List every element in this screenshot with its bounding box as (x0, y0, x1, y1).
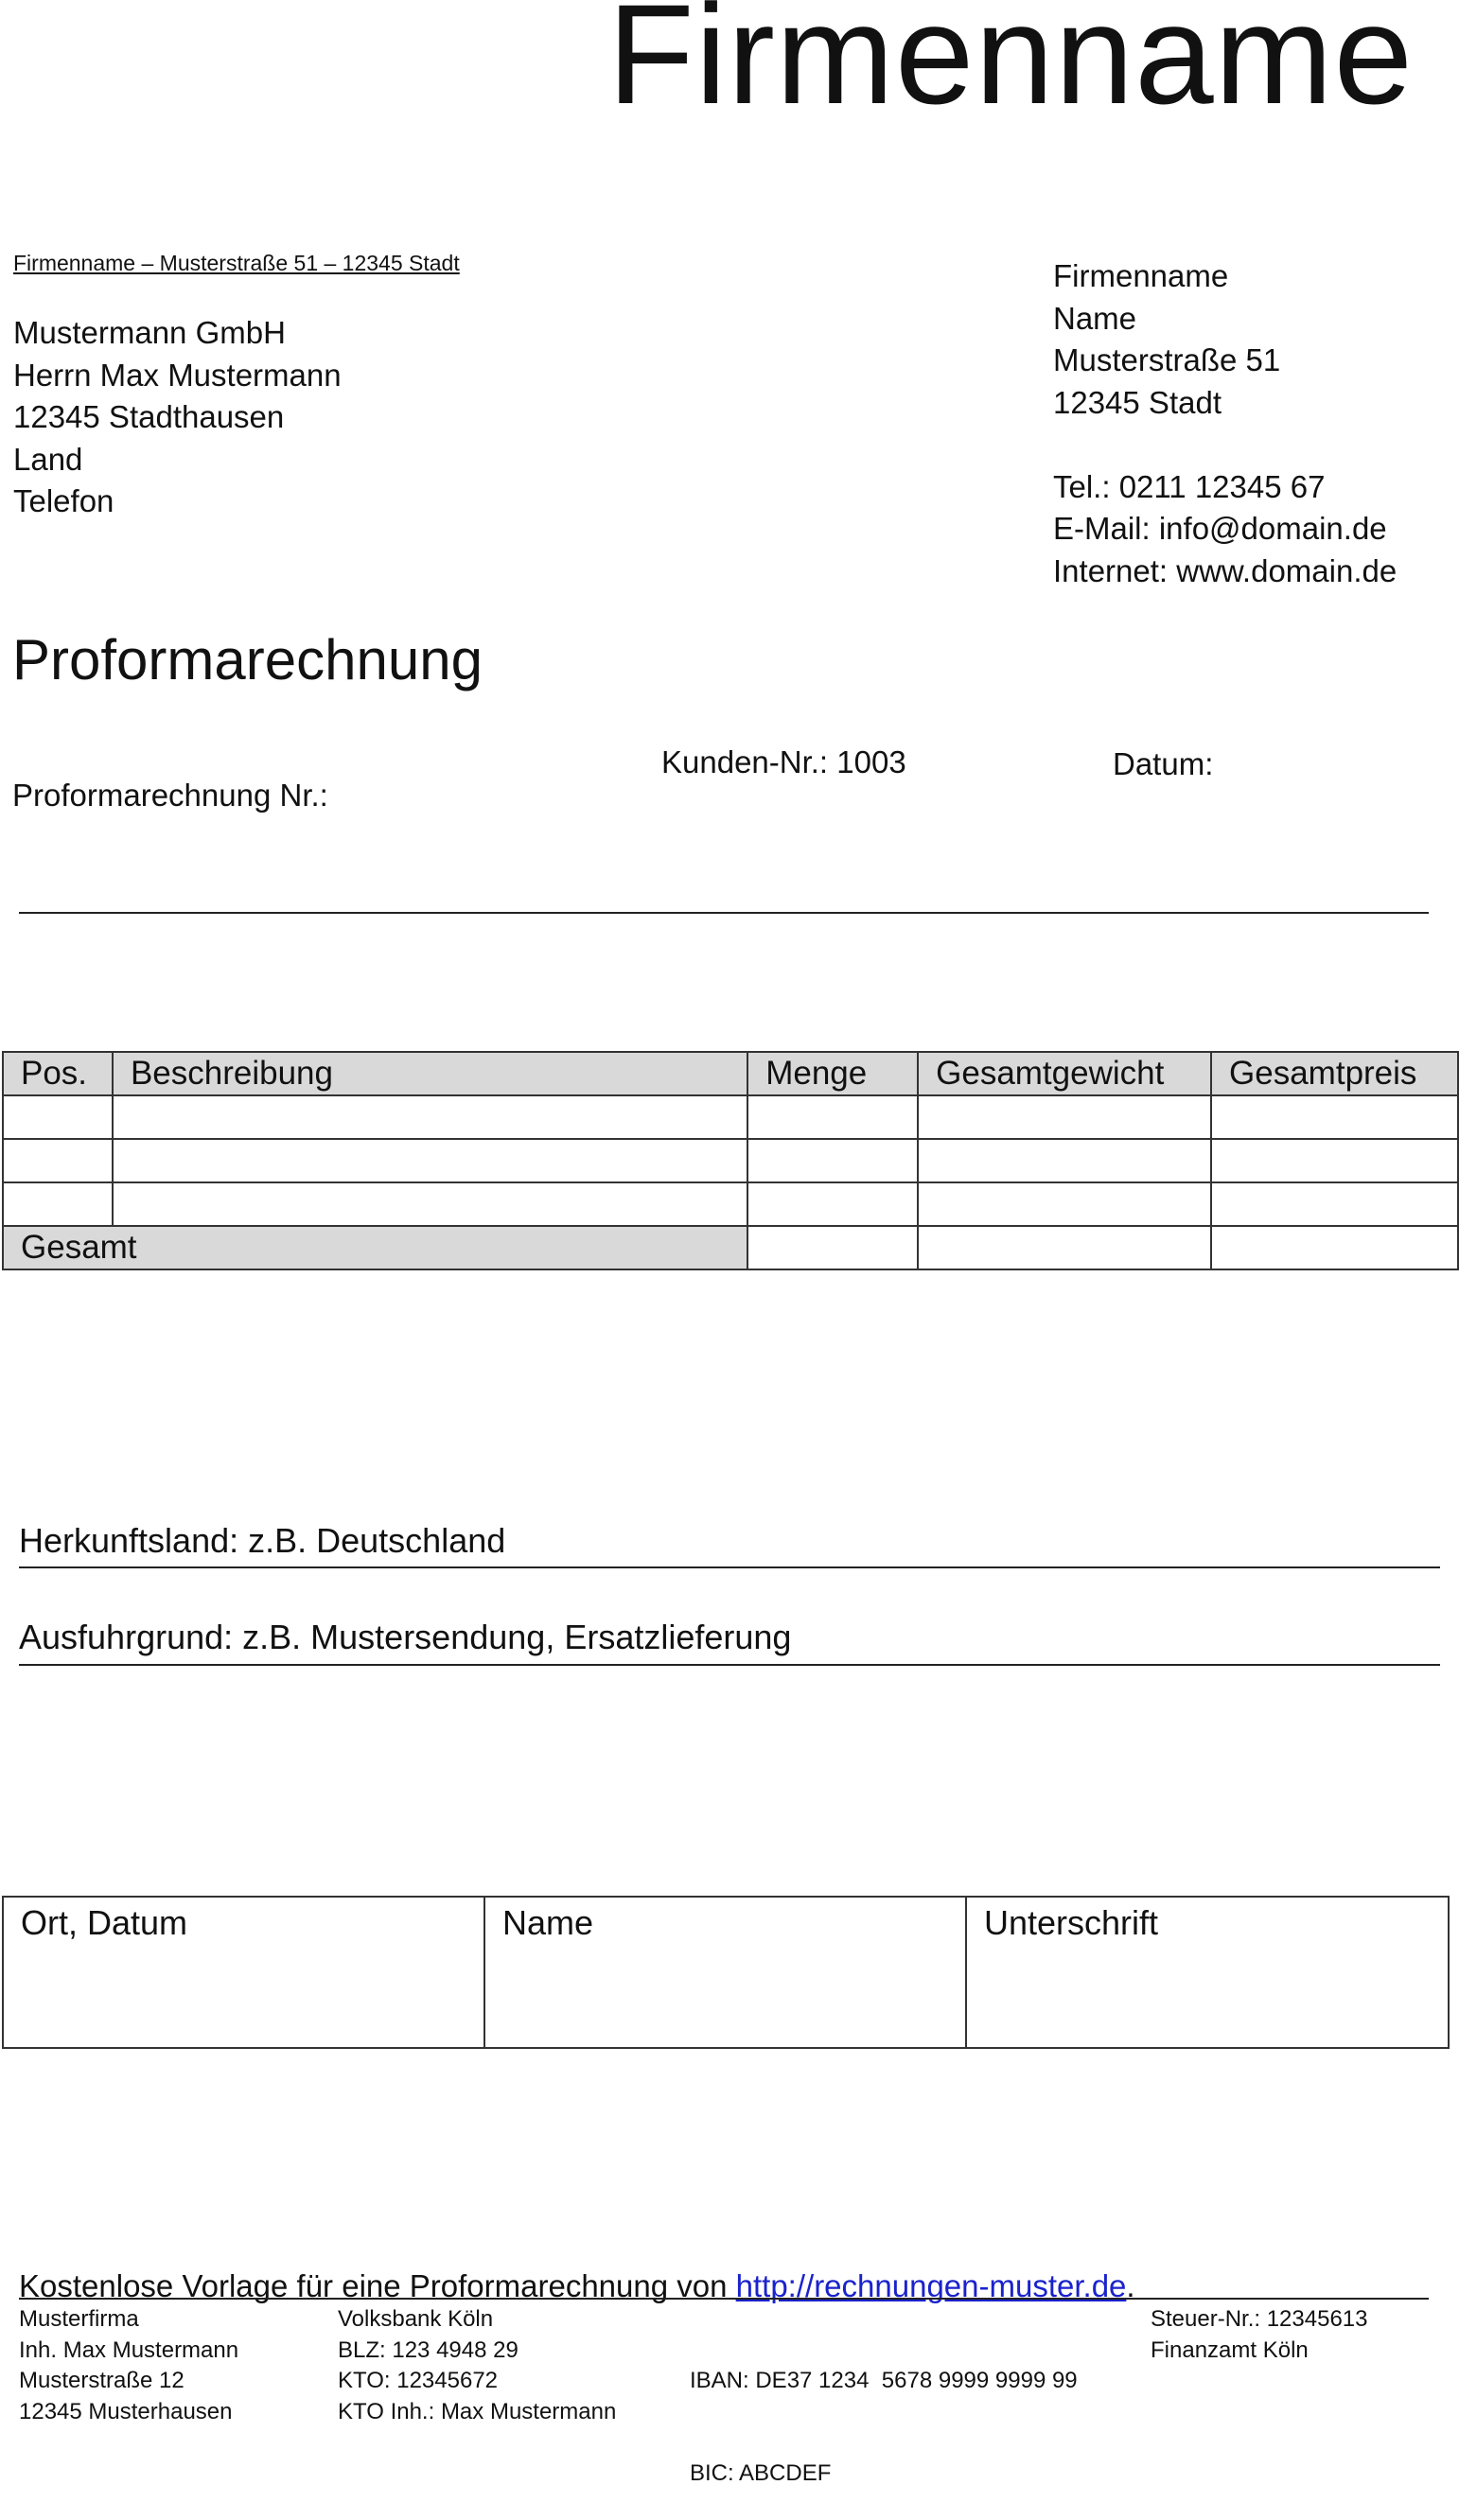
sender-line: 12345 Stadt (1053, 384, 1222, 420)
sender-phone: Tel.: 0211 12345 67 (1053, 468, 1326, 504)
sender-block (1053, 255, 1397, 592)
header-pos: Pos. (3, 1052, 113, 1095)
origin-country: Herkunftsland: z.B. Deutschland (19, 1521, 506, 1560)
table-cell[interactable] (747, 1182, 918, 1226)
name-field[interactable]: Name (484, 1897, 966, 2048)
footer-bank (338, 2304, 616, 2427)
signature-table (2, 1896, 1450, 2049)
recipient-line: Mustermann GmbH (13, 315, 286, 350)
table-cell[interactable] (3, 1139, 113, 1182)
total-price-cell[interactable] (1211, 1226, 1458, 1269)
footer-link[interactable]: http://rechnungen-muster.de (735, 2268, 1127, 2303)
table-cell[interactable] (1211, 1139, 1458, 1182)
table-cell[interactable] (747, 1095, 918, 1139)
header-quantity: Menge (747, 1052, 918, 1095)
table-cell[interactable] (113, 1182, 747, 1226)
table-cell[interactable] (918, 1139, 1211, 1182)
table-cell[interactable] (113, 1139, 747, 1182)
export-reason-line (19, 1664, 1440, 1666)
footer-bank-line: Volksbank Köln (338, 2306, 494, 2332)
origin-country-line (19, 1566, 1440, 1568)
footer-company-line: 12345 Musterhausen (19, 2398, 233, 2424)
footer-divider (19, 2298, 1429, 2300)
sender-spacer (1053, 424, 1397, 466)
footer-company-line: Musterfirma (19, 2306, 139, 2332)
table-row (3, 1139, 1458, 1182)
header-total-price: Gesamtpreis (1211, 1052, 1458, 1095)
footer-note-end: . (1126, 2268, 1135, 2303)
table-cell[interactable] (918, 1182, 1211, 1226)
table-cell[interactable] (3, 1095, 113, 1139)
header-total-weight: Gesamtgewicht (918, 1052, 1211, 1095)
return-address-line: Firmenname – Musterstraße 51 – 12345 Stadt (13, 251, 460, 275)
company-title: Firmenname (607, 0, 1414, 133)
sender-line: Firmenname (1053, 258, 1229, 293)
footer-tax-line: Steuer-Nr.: 12345613 (1151, 2306, 1368, 2332)
footer-tax (1151, 2304, 1368, 2366)
total-row (3, 1226, 1458, 1269)
table-cell[interactable] (1211, 1182, 1458, 1226)
footer-company (19, 2304, 238, 2427)
table-cell[interactable] (1211, 1095, 1458, 1139)
signature-row (3, 1897, 1449, 2048)
recipient-line: Telefon (13, 483, 114, 518)
sender-line: Musterstraße 51 (1053, 342, 1281, 377)
place-date-field[interactable]: Ort, Datum (3, 1897, 484, 2048)
total-label: Gesamt (3, 1226, 747, 1269)
header-description: Beschreibung (113, 1052, 747, 1095)
sender-email: E-Mail: info@domain.de (1053, 511, 1387, 546)
footer-bank-line: BLZ: 123 4948 29 (338, 2336, 519, 2363)
footer-bank-line: KTO Inh.: Max Mustermann (338, 2398, 617, 2424)
table-cell[interactable] (918, 1095, 1211, 1139)
footer-company-line: Musterstraße 12 (19, 2368, 185, 2393)
sender-website: Internet: www.domain.de (1053, 552, 1397, 588)
footer-bank-line: KTO: 12345672 (338, 2368, 499, 2393)
header-divider (19, 912, 1429, 914)
customer-number: Kunden-Nr.: 1003 (661, 744, 906, 779)
date-label: Datum: (1113, 746, 1214, 781)
footer-bic-line: BIC: ABCDEF (690, 2459, 832, 2486)
items-table (2, 1051, 1459, 1270)
table-cell[interactable] (747, 1139, 918, 1182)
table-cell[interactable] (113, 1095, 747, 1139)
sender-line: Name (1053, 300, 1137, 336)
recipient-line: Herrn Max Mustermann (13, 357, 342, 393)
total-weight-cell[interactable] (918, 1226, 1211, 1269)
footer-tax-line: Finanzamt Köln (1151, 2336, 1309, 2363)
recipient-address (13, 312, 342, 523)
total-quantity-cell[interactable] (747, 1226, 918, 1269)
table-row (3, 1182, 1458, 1226)
table-row (3, 1095, 1458, 1139)
invoice-number-label: Proformarechnung Nr.: (12, 778, 328, 813)
recipient-line: 12345 Stadthausen (13, 399, 285, 434)
footer-company-line: Inh. Max Mustermann (19, 2336, 239, 2363)
export-reason: Ausfuhrgrund: z.B. Mustersendung, Ersatzlieferung (19, 1618, 792, 1656)
document-title: Proformarechnung (12, 628, 483, 691)
recipient-line: Land (13, 441, 83, 477)
signature-field[interactable]: Unterschrift (966, 1897, 1449, 2048)
table-cell[interactable] (3, 1182, 113, 1226)
footer-note-text: Kostenlose Vorlage für eine Proformarechnung von (19, 2268, 736, 2303)
footer-iban (690, 2304, 1078, 2520)
table-header-row (3, 1052, 1458, 1095)
footer-iban-line: IBAN: DE37 1234 5678 9999 9999 99 (690, 2368, 1078, 2393)
